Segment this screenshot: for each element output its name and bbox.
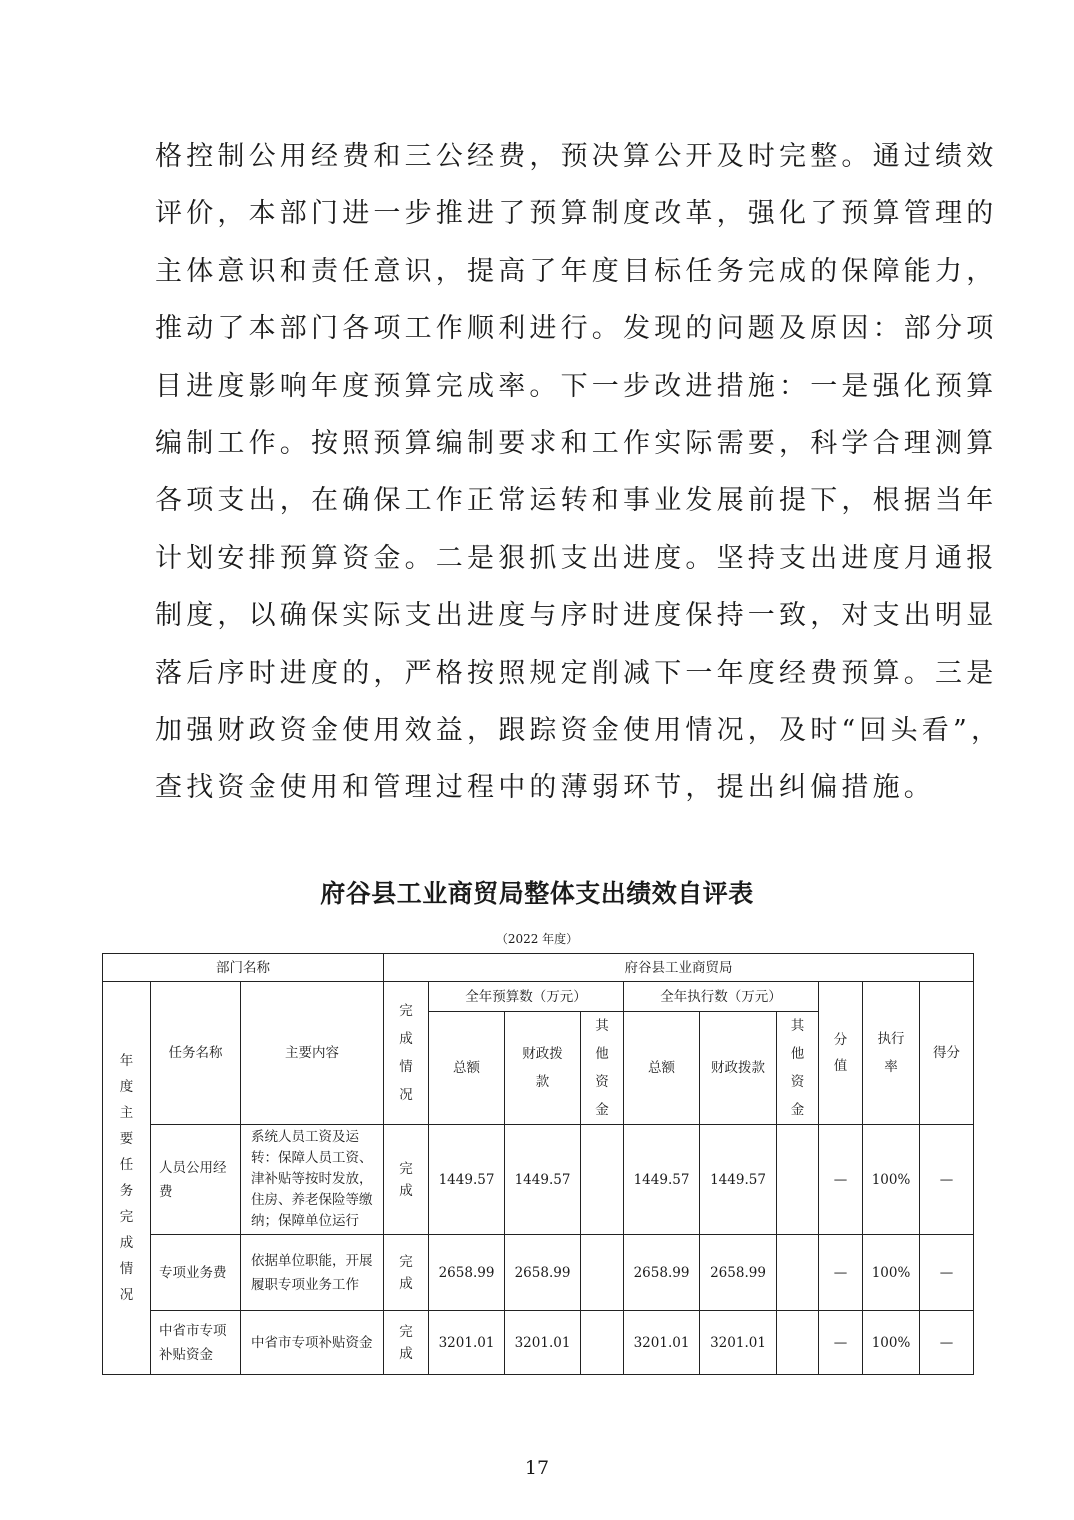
score-value: — <box>819 1235 863 1311</box>
header-status: 完成情况 <box>384 982 429 1125</box>
paragraph-line: 查找资金使用和管理过程中的薄弱环节，提出纠偏措施。 <box>155 772 935 804</box>
paragraph-line: 评价，本部门进一步推进了预算制度改革，强化了预算管理的 <box>155 198 998 230</box>
budget-total: 3201.01 <box>429 1311 505 1375</box>
dept-value: 府谷县工业商贸局 <box>384 954 974 982</box>
header-exec-fiscal: 财政拨款 <box>700 1012 777 1125</box>
paragraph-line: 推动了本部门各项工作顺利进行。发现的问题及原因：部分项 <box>155 313 998 345</box>
exec-rate: 100% <box>863 1235 920 1311</box>
header-score: 得分 <box>920 982 974 1125</box>
header-row <box>103 982 974 1012</box>
paragraph-line: 编制工作。按照预算编制要求和工作实际需要，科学合理测算 <box>155 427 998 459</box>
task-status: 完成 <box>384 1125 429 1235</box>
exec-total: 3201.01 <box>624 1311 700 1375</box>
page-number: 17 <box>524 1457 550 1479</box>
table-row <box>103 1311 974 1375</box>
task-status: 完成 <box>384 1235 429 1311</box>
exec-total: 2658.99 <box>624 1235 700 1311</box>
dept-row <box>103 954 974 982</box>
score: — <box>920 1311 974 1375</box>
paragraph-line: 制度，以确保实际支出进度与序时进度保持一致，对支出明显 <box>155 600 998 632</box>
header-budget-fiscal: 财政拨款 <box>505 1012 581 1125</box>
budget-total: 2658.99 <box>429 1235 505 1311</box>
self-evaluation-table <box>102 953 974 1375</box>
header-budget-other: 其他资金 <box>581 1012 624 1125</box>
budget-other <box>581 1311 624 1375</box>
exec-rate: 100% <box>863 1311 920 1375</box>
dept-label: 部门名称 <box>103 954 384 982</box>
budget-other <box>581 1235 624 1311</box>
header-exec-other: 其他资金 <box>777 1012 819 1125</box>
header-exec-group: 全年执行数（万元） <box>624 982 819 1012</box>
paragraph-line: 各项支出，在确保工作正常运转和事业发展前提下，根据当年 <box>155 485 998 517</box>
task-name: 人员公用经费 <box>151 1125 241 1235</box>
header-exec-rate: 执行率 <box>863 982 920 1125</box>
task-name: 中省市专项补贴资金 <box>151 1311 241 1375</box>
header-exec-total: 总额 <box>624 1012 700 1125</box>
paragraph-line: 目进度影响年度预算完成率。下一步改进措施：一是强化预算 <box>155 370 998 402</box>
header-budget-total: 总额 <box>429 1012 505 1125</box>
task-content: 依据单位职能，开展履职专项业务工作 <box>241 1235 384 1311</box>
paragraph-line: 计划安排预算资金。二是狠抓支出进度。坚持支出进度月通报 <box>155 542 998 574</box>
exec-fiscal: 1449.57 <box>700 1125 777 1235</box>
score: — <box>920 1235 974 1311</box>
header-content: 主要内容 <box>241 982 384 1125</box>
exec-total: 1449.57 <box>624 1125 700 1235</box>
header-task: 任务名称 <box>151 982 241 1125</box>
paragraph-line: 加强财政资金使用效益，跟踪资金使用情况，及时“回头看”， <box>155 714 1003 746</box>
task-status: 完成 <box>384 1311 429 1375</box>
budget-fiscal: 3201.01 <box>505 1311 581 1375</box>
task-content: 系统人员工资及运转：保障人员工资、津补贴等按时发放，住房、养老保险等缴纳；保障单位运行 <box>241 1125 384 1235</box>
exec-other <box>777 1311 819 1375</box>
table-title: 府谷县工业商贸局整体支出绩效自评表 <box>320 879 754 908</box>
exec-other <box>777 1235 819 1311</box>
task-name: 专项业务费 <box>151 1235 241 1311</box>
exec-fiscal: 3201.01 <box>700 1311 777 1375</box>
budget-fiscal: 2658.99 <box>505 1235 581 1311</box>
budget-other <box>581 1125 624 1235</box>
score: — <box>920 1125 974 1235</box>
score-value: — <box>819 1311 863 1375</box>
paragraph-line: 主体意识和责任意识，提高了年度目标任务完成的保障能力， <box>155 255 998 287</box>
section-label: 年度主要任务完成情况 <box>103 982 151 1375</box>
header-score-value: 分值 <box>819 982 863 1125</box>
body-paragraph <box>155 128 1003 817</box>
paragraph-line: 落后序时进度的，严格按照规定削减下一年度经费预算。三是 <box>155 657 998 689</box>
exec-fiscal: 2658.99 <box>700 1235 777 1311</box>
task-content: 中省市专项补贴资金 <box>241 1311 384 1375</box>
exec-other <box>777 1125 819 1235</box>
score-value: — <box>819 1125 863 1235</box>
paragraph-line: 格控制公用经费和三公经费，预决算公开及时完整。通过绩效 <box>155 141 998 172</box>
table-year: （2022 年度） <box>495 932 579 946</box>
exec-rate: 100% <box>863 1125 920 1235</box>
budget-total: 1449.57 <box>429 1125 505 1235</box>
table-row <box>103 1125 974 1235</box>
header-budget-group: 全年预算数（万元） <box>429 982 624 1012</box>
budget-fiscal: 1449.57 <box>505 1125 581 1235</box>
table-row <box>103 1235 974 1311</box>
